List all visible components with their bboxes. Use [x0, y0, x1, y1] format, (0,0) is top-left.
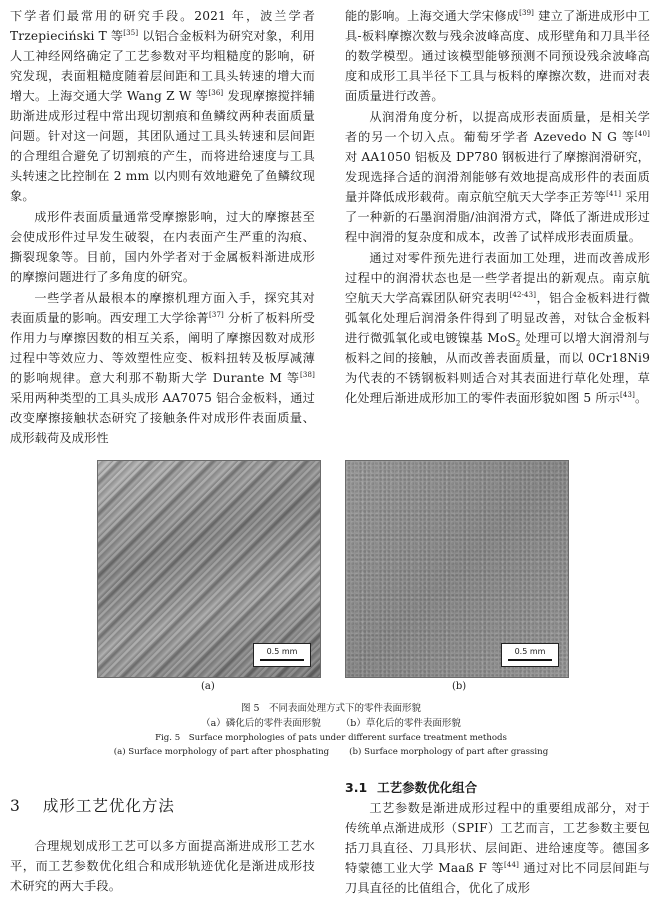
- figure-subcaptions-en: [0, 747, 662, 757]
- subsection-heading: [345, 778, 477, 796]
- subcaption-a-cn: （a）磷化后的零件表面形貌: [201, 718, 321, 729]
- text-run: 通过对比不同层间距与刀具直径的比值组合，优化了成形: [345, 861, 650, 895]
- citation: [38]: [300, 370, 315, 379]
- scale-bar: [253, 643, 311, 667]
- subscript: 2: [515, 339, 521, 348]
- citation: [39]: [519, 8, 535, 17]
- scale-bar: [501, 643, 559, 667]
- text-run: 。: [635, 391, 648, 405]
- section-number: 3: [10, 797, 21, 815]
- citation: [37]: [208, 310, 224, 319]
- scale-line: [260, 659, 304, 661]
- figure-image-grassing: [345, 460, 569, 678]
- citation: [40]: [635, 129, 650, 138]
- text-run: ，铝合金板料进行微弧氧化处理后润滑条件得到了明显改善，对钛合金板料进行微弧氧化或电镀镍基 MoS: [345, 291, 650, 345]
- text-run: 处理可以增大润滑剂与板料之间的接触，从而改善表面质量，而以 0Cr18Ni9 为代表的不锈钢板料则适合对其表面进行草化处理，草化处理后渐进成形加工的零件表面形貌如图 5 所示: [345, 331, 650, 405]
- text-run: 从润滑角度分析，以提高成形表面质量，是相关学者的另一个切入点。葡萄牙学者 Azevedo N G 等: [345, 110, 650, 144]
- figure-caption-cn: 图 5 不同表面处理方式下的零件表面形貌: [240, 703, 422, 714]
- subfigure-label-a: (a): [201, 681, 215, 692]
- text-run: 能的影响。上海交通大学宋修成: [345, 9, 520, 23]
- section-title: 成形工艺优化方法: [42, 797, 175, 815]
- subcaption-a-en: (a) Surface morphology of part after phosphating: [113, 747, 330, 757]
- subsection-title: 工艺参数优化组合: [377, 780, 478, 795]
- citation: [44]: [504, 860, 520, 869]
- text-run: 一些学者从最根本的摩擦机理方面入手，探究其对表面质量的影响。西安理工大学徐菁: [10, 291, 315, 325]
- subfigure-label-b: (b): [452, 681, 467, 692]
- paragraph: [345, 107, 650, 247]
- text-run: 对 AA1050 铝板及 DP780 钢板进行了摩擦润滑研究，发现选择合适的润滑剂能够有效地提高成形件的表面质量并降低成形载荷。南京航空航天大学李正芳等: [345, 150, 650, 204]
- figure-subcaptions-cn: [0, 715, 662, 729]
- text-run: 发现摩擦搅拌辅助渐进成形过程中常出现切割痕和鱼鳞纹两种表面质量问题。针对这一问题，其团队通过工具头转速和层间距的合理组合避免了切割痕的产生，而将进给速度与工具头转速之比控制在 2 mm 以内则有效地避免了鱼鳞纹现象。: [10, 89, 316, 203]
- paragraph: [10, 6, 315, 206]
- text-run: 采用了一种新的石墨润滑脂/油润滑方式，降低了渐进成形过程中润滑的复杂度和成本，改善了试样成形表面质量。: [345, 190, 651, 244]
- citation: [42-43]: [509, 290, 537, 299]
- scale-label: 0.5 mm: [266, 647, 298, 656]
- paragraph: [10, 288, 315, 448]
- text-run: 工艺参数是渐进成形过程中的重要组成部分，对于传统单点渐进成形（SPIF）工艺而言，工艺参数主要包括刀具直径、刀具形状、层间距、进给速度等。德国多特蒙德工业大学 Maaß F 等: [345, 801, 650, 875]
- figure-caption-en: Fig. 5 Surface morphologies of pats under different surface treatment methods: [155, 733, 507, 743]
- paragraph: [345, 248, 650, 408]
- subcaption-b-cn: （b）草化后的零件表面形貌: [340, 718, 461, 729]
- text-run: 以铝合金板料为研究对象，利用人工神经网络确定了工艺参数对平均粗糙度的影响，研究发现，表面粗糙度随着层间距和工具头转速的增大而增大。上海交通大学 Wang Z W 等: [10, 29, 315, 103]
- paragraph: [345, 6, 650, 106]
- citation: [43]: [620, 390, 636, 399]
- subcaption-b-en: (b) Surface morphology of part after grassing: [349, 747, 549, 757]
- paragraph: 合理规划成形工艺可以多方面提高渐进成形工艺水平，而工艺参数优化组合和成形轨迹优化是渐进成形技术研究的两大手段。: [10, 839, 315, 893]
- citation: [36]: [208, 88, 224, 97]
- text-run: 建立了渐进成形中工具-板料摩擦次数与残余波峰高度、成形壁角和刀具半径的数学模型。通过该模型能够预测不同预设残余波峰高度和成形工具半径下工具与板料的摩擦次数，进而对表面质量进行改善。: [345, 9, 650, 103]
- scale-line: [508, 659, 552, 661]
- scale-label: 0.5 mm: [514, 647, 546, 656]
- citation: [35]: [123, 28, 139, 37]
- section-body: [10, 836, 315, 896]
- text-run: 通过对零件预先进行表面加工处理，进而改善成形过程中的润滑状态也是一些学者提出的新观点。南京航空航天大学高霖团队研究表明: [345, 251, 650, 305]
- figure-image-phosphating: [97, 460, 321, 678]
- text-run: 分析了板料所受作用力与摩擦因数的相互关系，阐明了摩擦因数对成形过程中等效应力、等效塑性应变、板料扭转及板厚减薄的影响规律。意大利那不勒斯大学 Durante M 等: [10, 311, 315, 385]
- text-run: 下学者们最常用的研究手段。2021 年，波兰学者 Trzepieciński T 等: [10, 9, 315, 43]
- text-run: 采用两种类型的工具头成形 AA7075 铝合金板料，通过改变摩擦接触状态研究了接触条件对成形件表面质量、成形载荷及成形性: [10, 391, 315, 445]
- right-column: [345, 6, 650, 408]
- section-heading: [10, 794, 175, 816]
- citation: [41]: [606, 189, 622, 198]
- subsection-number: 3.1: [345, 780, 368, 795]
- paragraph: [345, 798, 650, 898]
- left-column: [10, 6, 315, 448]
- paragraph: 成形件表面质量通常受摩擦影响，过大的摩擦甚至会使成形件过早发生破裂，在内表面产生严重的沟痕、撕裂现象等。目前，国内外学者对于金属板料渐进成形的摩擦问题进行了多角度的研究。: [10, 210, 315, 284]
- subsection-body: [345, 798, 650, 898]
